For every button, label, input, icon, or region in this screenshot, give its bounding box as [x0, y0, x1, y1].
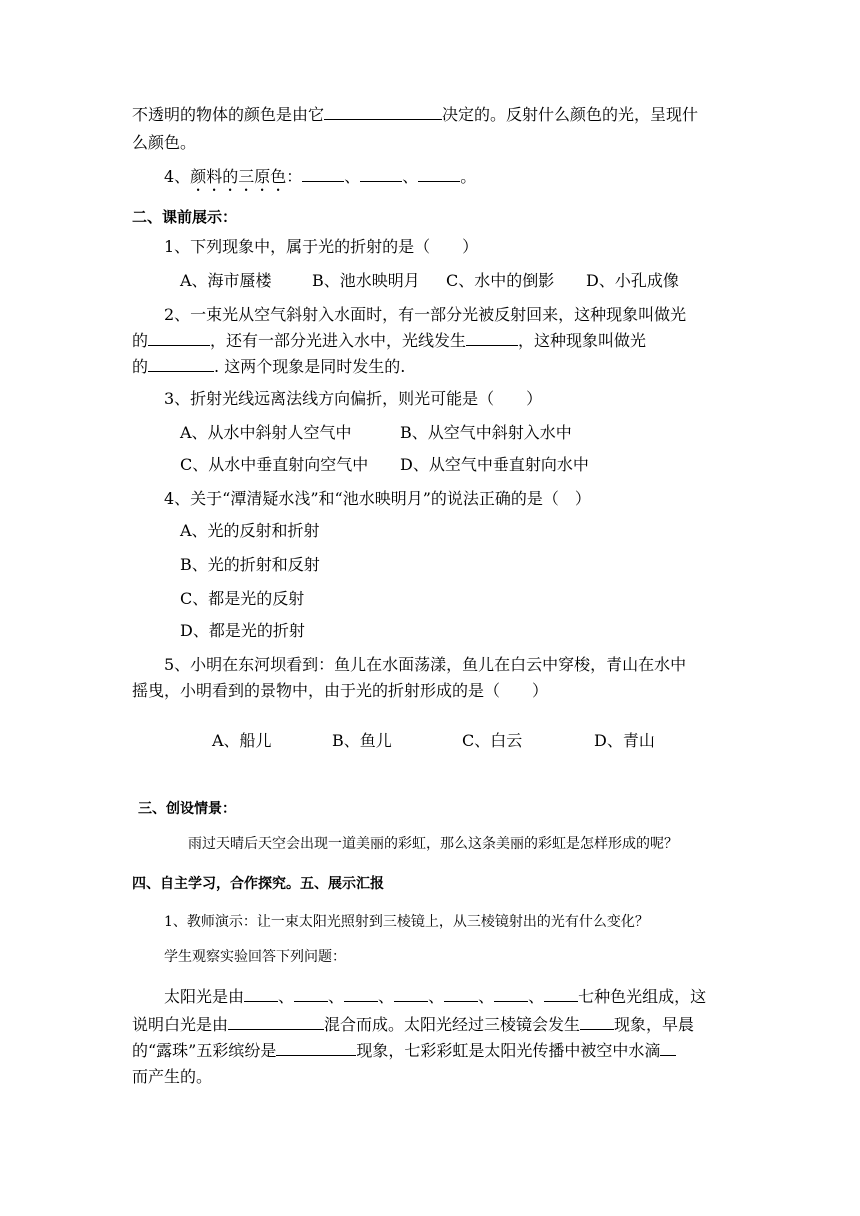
- q4-option-d[interactable]: D、都是光的折射: [180, 621, 305, 640]
- question-number: 4、: [164, 167, 191, 186]
- sunlight-line-4: 而产生的。: [132, 1067, 213, 1086]
- separator: 、: [402, 167, 419, 186]
- q3-option-a[interactable]: A、从水中斜射人空气中: [180, 423, 352, 442]
- q2-line-1: 2、一束光从空气斜射入水面时，有一部分光被反射回来，这种现象叫做光: [164, 305, 687, 324]
- section-title-scenario: 三、创设情景：: [138, 801, 236, 817]
- separator: 、: [344, 167, 361, 186]
- separator: 、: [278, 987, 295, 1006]
- q5-option-c[interactable]: C、白云: [462, 731, 523, 750]
- q4-option-c[interactable]: C、都是光的反射: [180, 589, 305, 608]
- text-segment: 现象，七彩彩虹是太阳光传播中被空中水滴: [356, 1041, 661, 1060]
- text-segment: 不透明的物体的颜色是由它: [132, 105, 325, 124]
- answer-blank[interactable]: [324, 105, 442, 120]
- answer-blank[interactable]: [148, 357, 214, 372]
- text-segment: 七种色光组成，这: [578, 987, 707, 1006]
- separator: 、: [528, 987, 545, 1006]
- q4-option-a[interactable]: A、光的反射和折射: [180, 521, 320, 540]
- q2-line-2: [132, 330, 646, 352]
- text-segment: 的: [132, 331, 149, 350]
- answer-blank[interactable]: [544, 987, 578, 1002]
- q5-option-a[interactable]: A、船儿: [212, 731, 272, 750]
- answer-blank[interactable]: [294, 987, 328, 1002]
- q4-stem: 4、关于“潭清疑水浅”和“池水映明月”的说法正确的是（ ）: [164, 489, 591, 508]
- sunlight-line-3: [132, 1040, 676, 1062]
- answer-blank[interactable]: [148, 331, 210, 346]
- q5-option-b[interactable]: B、鱼儿: [332, 731, 392, 750]
- q3-option-c[interactable]: C、从水中垂直射向空气中: [180, 455, 369, 474]
- q3-option-b[interactable]: B、从空气中斜射入水中: [400, 423, 572, 442]
- q1-option-c[interactable]: C、水中的倒影: [446, 271, 555, 290]
- text-segment: 的“露珠”五彩缤纷是: [132, 1041, 277, 1060]
- answer-blank[interactable]: [244, 987, 278, 1002]
- text-segment: 太阳光是由: [164, 987, 245, 1006]
- answer-blank[interactable]: [580, 1015, 614, 1030]
- period: 。: [460, 167, 477, 186]
- separator: 、: [428, 987, 445, 1006]
- answer-blank[interactable]: [466, 331, 518, 346]
- q2-line-3: [132, 356, 405, 378]
- q4-option-b[interactable]: B、光的折射和反射: [180, 555, 320, 574]
- text-segment: 决定的。反射什么颜色的光，呈现什: [442, 105, 699, 124]
- answer-blank[interactable]: [276, 1041, 356, 1056]
- teacher-demo-text: 1、教师演示：让一束太阳光照射到三棱镜上，从三棱镜射出的光有什么变化？: [164, 914, 649, 930]
- separator: 、: [328, 987, 345, 1006]
- scenario-text: 雨过天晴后天空会出现一道美丽的彩虹，那么这条美丽的彩虹是怎样形成的呢？: [188, 836, 678, 852]
- emphasized-text: 颜料的三原色: [190, 167, 287, 186]
- q1-option-d[interactable]: D、小孔成像: [586, 271, 679, 290]
- text-segment: . 这两个现象是同时发生的.: [214, 357, 406, 376]
- answer-blank[interactable]: [494, 987, 528, 1002]
- separator: 、: [478, 987, 495, 1006]
- text-segment: ，还有一部分光进入水中，光线发生: [210, 331, 467, 350]
- sunlight-line-2: [132, 1014, 694, 1036]
- text-segment: 现象，早晨: [614, 1015, 695, 1034]
- text-segment: 说明白光是由: [132, 1015, 229, 1034]
- q5-line-1: 5、小明在东河坝看到：鱼儿在水面荡漾，鱼儿在白云中穿梭，青山在水中: [164, 655, 687, 674]
- color-text-line-1: [132, 104, 698, 126]
- text-segment: 的: [132, 357, 149, 376]
- q5-option-d[interactable]: D、青山: [594, 731, 655, 750]
- separator: 、: [378, 987, 395, 1006]
- answer-blank[interactable]: [344, 987, 378, 1002]
- q5-line-2: 摇曳，小明看到的景物中，由于光的折射形成的是（ ）: [132, 681, 549, 700]
- text-segment: 混合而成。太阳光经过三棱镜会发生: [324, 1015, 581, 1034]
- section-title-inquiry: 四、自主学习，合作探究。五、展示汇报: [132, 876, 384, 892]
- answer-blank[interactable]: [660, 1041, 676, 1056]
- q1-option-b[interactable]: B、池水映明月: [312, 271, 420, 290]
- sunlight-line-1: [164, 986, 706, 1008]
- answer-blank[interactable]: [360, 167, 402, 182]
- color-text-line-2: 么颜色。: [132, 133, 197, 152]
- q3-option-d[interactable]: D、从空气中垂直射向水中: [400, 455, 589, 474]
- q3-stem: 3、折射光线远离法线方向偏折，则光可能是（ ）: [164, 389, 543, 408]
- answer-blank[interactable]: [394, 987, 428, 1002]
- section-title-preview: 二、课前展示：: [132, 208, 238, 226]
- text-segment: ，这种现象叫做光: [518, 331, 647, 350]
- answer-blank[interactable]: [228, 1015, 324, 1030]
- observe-instruction: 学生观察实验回答下列问题：: [164, 949, 346, 965]
- pigment-primaries-question: [164, 166, 476, 195]
- colon: ：: [286, 167, 303, 186]
- q1-stem: 1、下列现象中，属于光的折射的是（ ）: [164, 237, 479, 256]
- answer-blank[interactable]: [444, 987, 478, 1002]
- answer-blank[interactable]: [302, 167, 344, 182]
- q1-option-a[interactable]: A、海市蜃楼: [180, 271, 272, 290]
- answer-blank[interactable]: [418, 167, 460, 182]
